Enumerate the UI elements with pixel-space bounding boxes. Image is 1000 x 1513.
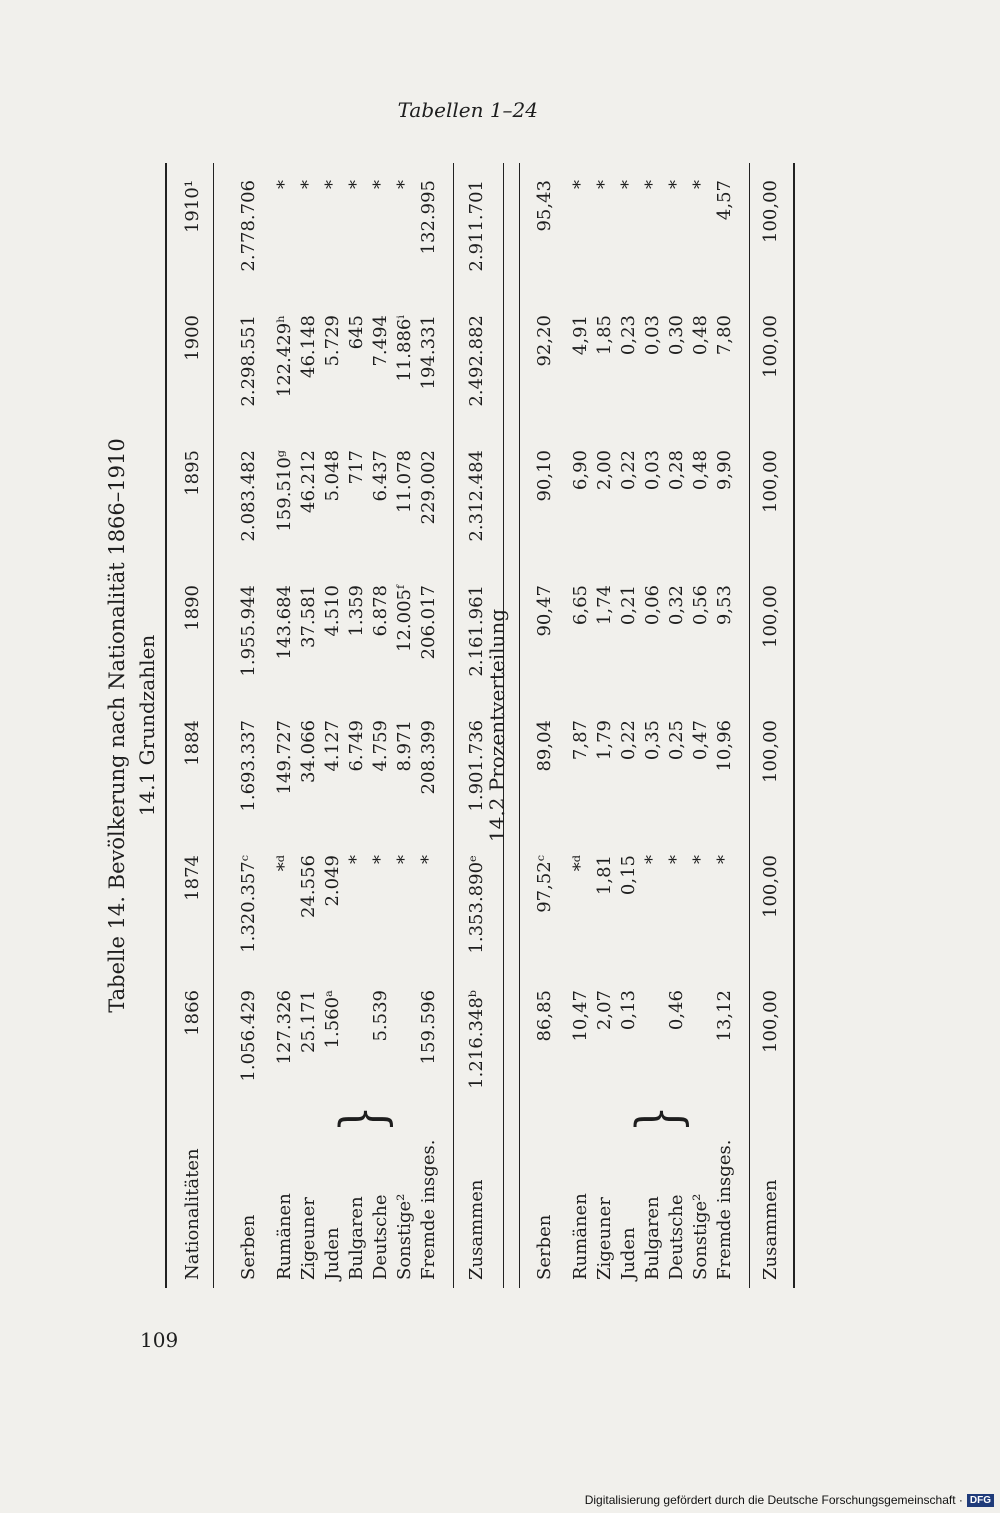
table-cell: * [642,855,663,864]
table-cell: 0,25 [666,720,687,761]
row-label: Fremde insges. [418,1139,439,1280]
running-header: Tabellen 1–24 [397,98,538,122]
year-header: 1895 [182,450,203,496]
table-cell: * [666,855,687,864]
table-cell: 6.437 [370,450,391,502]
table-cell: 159.596 [418,990,439,1065]
section-title-grundzahlen: 14.1 Grundzahlen [135,634,159,817]
table-cell: 10,96 [714,720,735,772]
row-label: Zigeuner [594,1197,615,1280]
row-label: Deutsche [370,1194,391,1280]
table-cell: 208.399 [418,720,439,795]
table-cell: 0,06 [642,585,663,626]
table-cell: 24.556 [298,855,319,918]
header-row [181,163,205,1288]
table-cell: 100,00 [760,585,781,648]
table-cell: 86,85 [534,990,555,1042]
table-cell: 7.494 [370,315,391,367]
table-row [533,163,557,1288]
row-label: Bulgaren [346,1196,367,1280]
table-row [237,163,261,1288]
row-label: Zusammen [760,1179,781,1280]
table-cell: 149.727 [274,720,295,795]
table-cell: 229.002 [418,450,439,525]
table-cell: 0,15 [618,855,639,896]
table-cell: 2.911.701 [466,180,487,272]
table-cell: 11.078 [394,450,415,513]
row-label: Bulgaren [642,1196,663,1280]
table-cell: 10,47 [570,990,591,1042]
row-label: Sonstige² [690,1193,711,1280]
row-label: Deutsche [666,1194,687,1280]
table-cell: * [690,855,711,864]
table-cell: *ᵈ [274,855,295,872]
table-cell: 717 [346,450,367,485]
table-cell: 1.353.890ᵉ [466,855,487,954]
table-cell: 645 [346,315,367,350]
table-cell: * [394,855,415,864]
year-header: 1874 [182,855,203,901]
row-label: Rumänen [570,1193,591,1280]
table-cell: 0,32 [666,585,687,626]
brace-icon: } [328,1105,398,1133]
table-cell: 90,10 [534,450,555,502]
table-title: Tabelle 14. Bevölkerung nach Nationalität 1866–1910 [105,438,129,1013]
table-cell: 0,48 [690,315,711,356]
table-cell: 127.326 [274,990,295,1065]
table-cell: 2.083.482 [238,450,259,542]
table-cell: * [322,180,343,189]
table-cell: 1,85 [594,315,615,356]
year-header: 1866 [182,990,203,1036]
table-cell: 0,46 [666,990,687,1031]
table-cell: 4,57 [714,180,735,221]
table-cell: 9,90 [714,450,735,491]
table-cell: * [666,180,687,189]
table-cell: * [618,180,639,189]
table-cell: 2.312.484 [466,450,487,542]
table-cell: 2.492.882 [466,315,487,407]
table-cell: 1.955.944 [238,585,259,677]
table-cell: 1.216.348ᵇ [466,990,487,1089]
table-cell: 143.684 [274,585,295,660]
table-cell: 4.510 [322,585,343,637]
table-cell: 1.560ᵃ [322,990,343,1049]
table-cell: 2.161.961 [466,585,487,677]
table-cell: 206.017 [418,585,439,660]
row-label: Zigeuner [298,1197,319,1280]
row-label: Juden [322,1227,343,1280]
table-cell: 89,04 [534,720,555,772]
year-header: 1890 [182,585,203,631]
table-cell: * [570,180,591,189]
table-cell: 0,23 [618,315,639,356]
table-cell: 100,00 [760,180,781,243]
table-cell: 2,07 [594,990,615,1031]
row-label: Sonstige² [394,1193,415,1280]
section2-top-rule [519,163,520,1288]
table-cell: 90,47 [534,585,555,637]
table-cell: 0,47 [690,720,711,761]
table-cell: 95,43 [534,180,555,232]
table-cell: * [418,855,439,864]
bottom-rule [793,163,795,1288]
table-row [593,163,617,1288]
table-cell: * [346,180,367,189]
table-cell: 11.886ⁱ [394,315,415,382]
table-cell: 8.971 [394,720,415,772]
table-cell: 13,12 [714,990,735,1042]
table-cell: 0,22 [618,450,639,491]
table-cell: 4,91 [570,315,591,356]
table-cell: 7,87 [570,720,591,761]
table-cell: 100,00 [760,855,781,918]
table-cell: 5.048 [322,450,343,502]
table-cell: 5.539 [370,990,391,1042]
row-label: Fremde insges. [714,1139,735,1280]
footer [585,1493,994,1507]
year-header: 1900 [182,315,203,361]
table-cell: 1,81 [594,855,615,896]
table-cell: 0,03 [642,315,663,356]
header-label: Nationalitäten [182,1148,203,1280]
table-cell: * [346,855,367,864]
table-cell: 100,00 [760,450,781,513]
row-label: Rumänen [274,1193,295,1280]
table-cell: 1.359 [346,585,367,637]
table-cell: 100,00 [760,990,781,1053]
table-cell: 6.749 [346,720,367,772]
table-cell: 0,56 [690,585,711,626]
table-cell: * [714,855,735,864]
section2-total-rule [749,163,750,1288]
table-cell: 2.298.551 [238,315,259,407]
table-cell: 194.331 [418,315,439,390]
table-cell: 0,28 [666,450,687,491]
table-cell: 1.901.736 [466,720,487,812]
table-cell: 1,79 [594,720,615,761]
table-cell: 12.005ᶠ [394,585,415,652]
table-cell: 2.049 [322,855,343,907]
table-cell: *ᵈ [570,855,591,872]
page-number: 109 [140,1328,179,1352]
section1-total-rule [453,163,454,1288]
table-cell: 1.056.429 [238,990,259,1082]
top-rule [165,163,167,1288]
table-cell: * [298,180,319,189]
table-cell: 100,00 [760,315,781,378]
footer-text: Digitalisierung gefördert durch die Deutsche Forschungsgemeinschaft · [584,1493,963,1507]
table-cell: 7,80 [714,315,735,356]
brace-icon: } [624,1105,694,1133]
year-header: 1884 [182,720,203,766]
year-header: 1910¹ [182,180,203,234]
table-cell: 159.510ᵍ [274,450,295,532]
row-label: Juden [618,1227,639,1280]
table-cell: 5.729 [322,315,343,367]
table-cell: 37.581 [298,585,319,648]
table-cell: * [274,180,295,189]
table-cell: 0,21 [618,585,639,626]
table-cell: 92,20 [534,315,555,367]
table-cell: 6,65 [570,585,591,626]
table-cell: 0,35 [642,720,663,761]
table-cell: 132.995 [418,180,439,255]
table-cell: 0,03 [642,450,663,491]
section-title-prozentverteilung: 14.2 Prozentverteilung [485,608,509,843]
table-cell: 1,74 [594,585,615,626]
table-row [417,163,441,1288]
table-cell: 25.171 [298,990,319,1053]
rotated-table [105,163,875,1288]
table-cell: * [594,180,615,189]
table-cell: * [370,180,391,189]
dfg-logo: DFG [967,1494,994,1507]
table-cell: 46.148 [298,315,319,378]
row-label: Zusammen [466,1179,487,1280]
table-cell: 34.066 [298,720,319,783]
table-row [713,163,737,1288]
table-cell: 4.759 [370,720,391,772]
table-row [273,163,297,1288]
row-label: Serben [534,1214,555,1280]
table-cell: 1.320.357ᶜ [238,855,259,953]
table-cell: 0,22 [618,720,639,761]
table-cell: 2.778.706 [238,180,259,272]
table-cell: 1.693.337 [238,720,259,812]
table-cell: 0,30 [666,315,687,356]
table-cell: 122.429ʰ [274,315,295,398]
table-cell: 0,48 [690,450,711,491]
table-cell: 97,52ᶜ [534,855,555,913]
table-cell: 6.878 [370,585,391,637]
table-cell: 2,00 [594,450,615,491]
row-label: Serben [238,1214,259,1280]
table-row [569,163,593,1288]
table-cell: * [394,180,415,189]
header-rule [213,163,214,1288]
table-cell: 0,13 [618,990,639,1031]
total-row [759,163,783,1288]
table-cell: 46.212 [298,450,319,513]
table-cell: 9,53 [714,585,735,626]
table-cell: * [690,180,711,189]
table-cell: * [642,180,663,189]
table-cell: * [370,855,391,864]
table-row [297,163,321,1288]
table-cell: 4.127 [322,720,343,772]
table-cell: 6,90 [570,450,591,491]
table-cell: 100,00 [760,720,781,783]
